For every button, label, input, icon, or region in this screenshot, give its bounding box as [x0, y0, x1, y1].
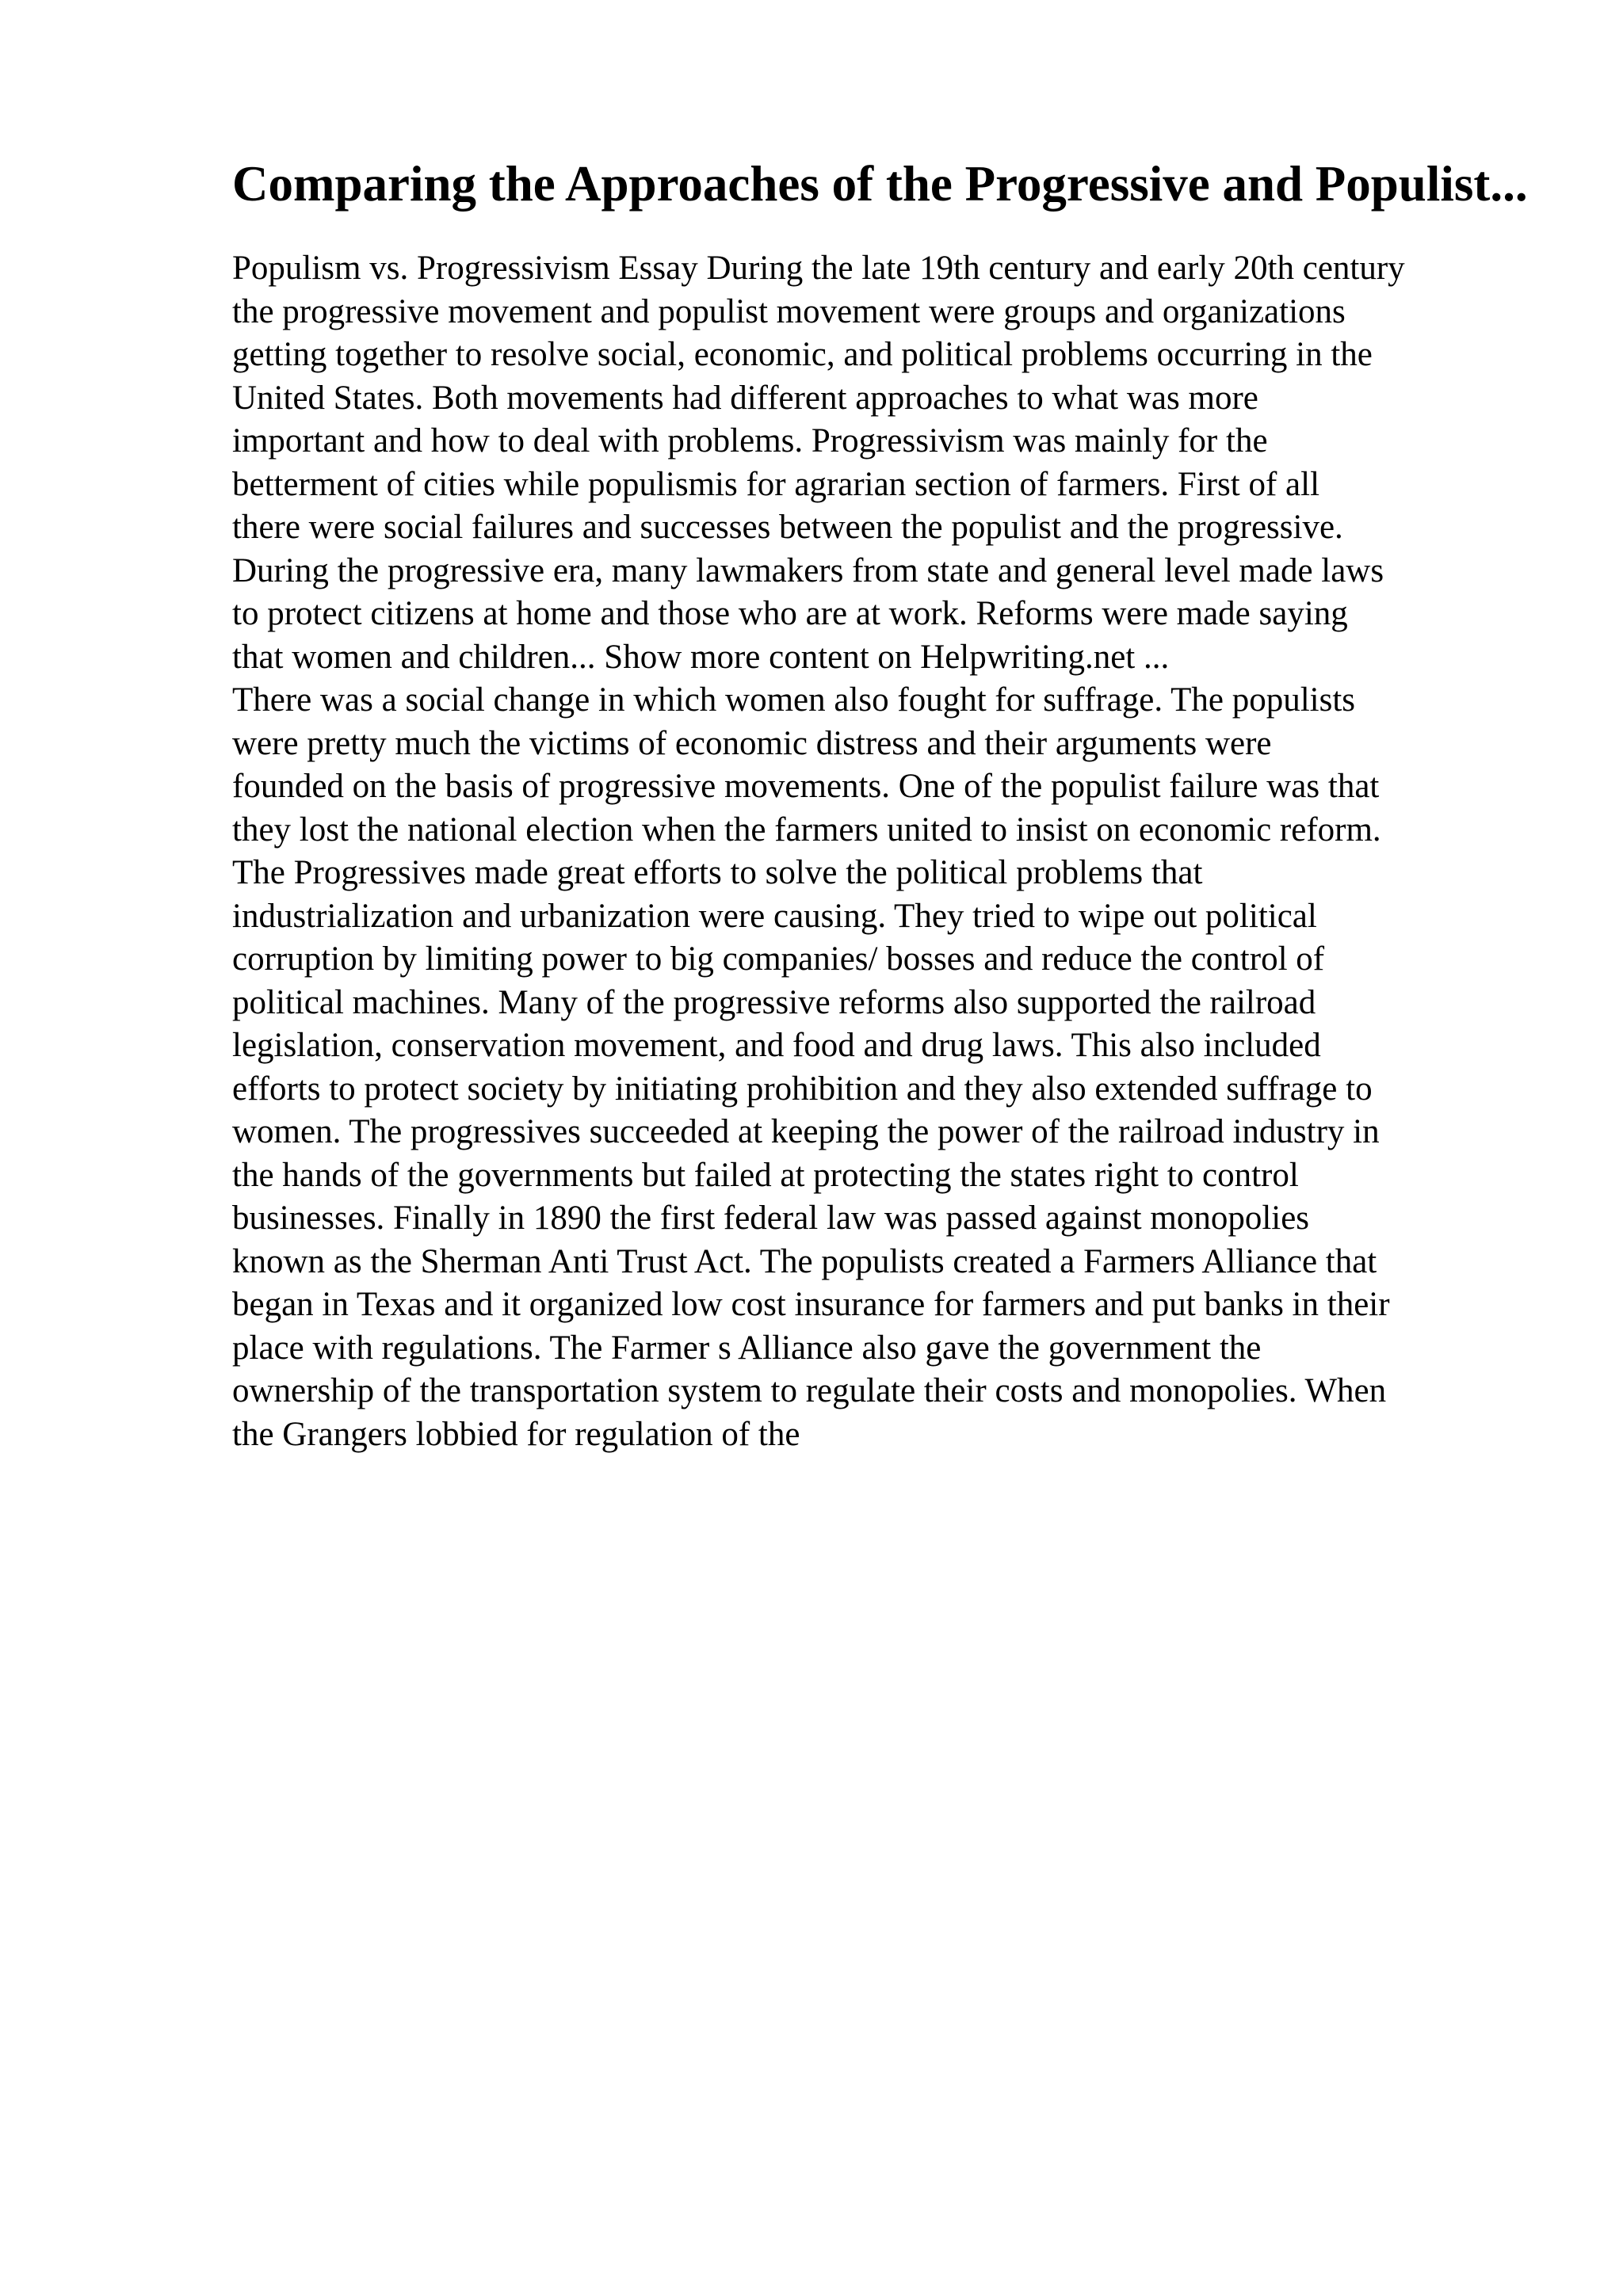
text-line: women. The progressives succeeded at keeping the power of the railroad industry in: [232, 1113, 1380, 1150]
text-line: there were social failures and successes between the populist and the progressive.: [232, 509, 1343, 546]
text-line: were pretty much the victims of economic distress and their arguments were: [232, 724, 1272, 762]
text-line: During the progressive era, many lawmakers from state and general level made laws: [232, 551, 1384, 589]
text-line: United States. Both movements had different approaches to what was more: [232, 379, 1258, 417]
text-line: ownership of the transportation system to regulate their costs and monopolies. When: [232, 1372, 1387, 1409]
essay-body: [232, 247, 1579, 1456]
text-line: industrialization and urbanization were causing. They tried to wipe out political: [232, 897, 1317, 935]
document-title: Comparing the Approaches of the Progressive and Populist...: [232, 156, 1528, 212]
text-line: began in Texas and it organized low cost insurance for farmers and put banks in their: [232, 1286, 1390, 1323]
text-line: place with regulations. The Farmer s Alliance also gave the government the: [232, 1329, 1262, 1367]
text-line: There was a social change in which women also fought for suffrage. The populists: [232, 681, 1356, 719]
text-line: that women and children... Show more content on Helpwriting.net ...: [232, 638, 1170, 676]
text-line: Populism vs. Progressivism Essay During the late 19th century and early 20th century: [232, 250, 1405, 287]
text-line: they lost the national election when the farmers united to insist on economic reform.: [232, 810, 1381, 849]
text-line: the Grangers lobbied for regulation of the: [232, 1415, 800, 1453]
text-line: efforts to protect society by initiating prohibition and they also extended suffrage to: [232, 1070, 1373, 1108]
text-line: political machines. Many of the progressive reforms also supported the railroad: [232, 983, 1316, 1021]
text-line: The Progressives made great efforts to solve the political problems that: [232, 854, 1203, 891]
text-line: founded on the basis of progressive movements. One of the populist failure was that: [232, 768, 1380, 805]
text-line: the hands of the governments but failed at protecting the states right to control: [232, 1156, 1299, 1194]
text-line: betterment of cities while populismis for agrarian section of farmers. First of all: [232, 465, 1320, 503]
text-line: to protect citizens at home and those who are at work. Reforms were made saying: [232, 595, 1348, 632]
text-line: getting together to resolve social, economic, and political problems occurring in the: [232, 336, 1373, 373]
text-line: corruption by limiting power to big companies/ bosses and reduce the control of: [232, 940, 1325, 978]
text-line: important and how to deal with problems. Progressivism was mainly for the: [232, 422, 1268, 460]
text-line: known as the Sherman Anti Trust Act. The populists created a Farmers Alliance that: [232, 1242, 1377, 1280]
text-line: the progressive movement and populist movement were groups and organizations: [232, 292, 1346, 330]
text-line: legislation, conservation movement, and food and drug laws. This also included: [232, 1027, 1321, 1064]
text-line: businesses. Finally in 1890 the first federal law was passed against monopolies: [232, 1199, 1310, 1237]
